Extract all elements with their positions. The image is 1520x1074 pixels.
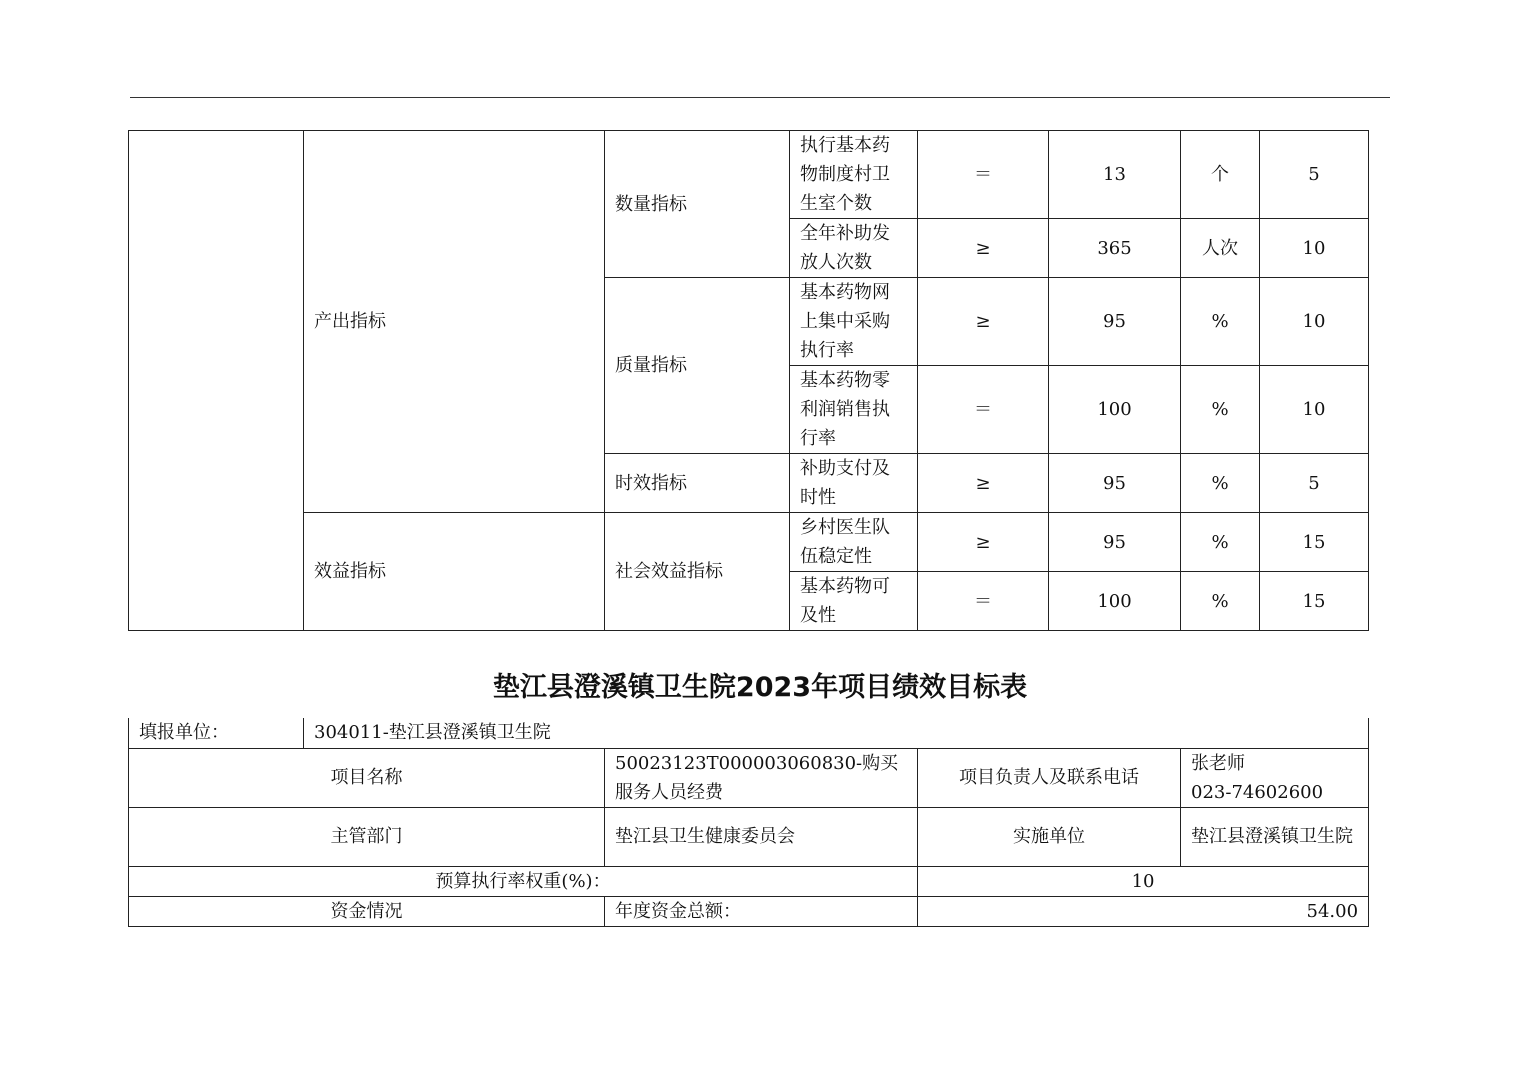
blank-cell — [129, 131, 304, 631]
unit-value: 304011-垫江县澄溪镇卫生院 — [304, 718, 1369, 748]
indicator-value: 95 — [1049, 454, 1181, 513]
indicator-op: ≥ — [918, 219, 1049, 278]
indicator-score: 15 — [1260, 513, 1369, 572]
indicator-op: ≥ — [918, 513, 1049, 572]
budget-weight-value: 10 — [918, 866, 1369, 896]
indicator-value: 100 — [1049, 366, 1181, 454]
indicator-score: 15 — [1260, 572, 1369, 631]
indicator-name: 全年补助发放人次数 — [790, 219, 918, 278]
leader-name: 张老师 — [1191, 752, 1245, 774]
table-row — [129, 748, 1369, 807]
indicator-name: 基本药物网上集中采购执行率 — [790, 278, 918, 366]
indicator-name: 乡村医生队伍稳定性 — [790, 513, 918, 572]
indicator-unit: % — [1181, 278, 1260, 366]
indicator-value: 100 — [1049, 572, 1181, 631]
table-row — [129, 866, 1369, 896]
table-row — [129, 896, 1369, 926]
indicator-unit: 人次 — [1181, 219, 1260, 278]
leader-phone: 023-74602600 — [1191, 781, 1324, 803]
dept-label: 主管部门 — [129, 807, 605, 866]
header-rule — [130, 97, 1390, 98]
table-row — [129, 513, 1369, 572]
level1-output: 产出指标 — [304, 131, 605, 513]
level2-quantity: 数量指标 — [605, 131, 790, 278]
indicator-unit: % — [1181, 366, 1260, 454]
indicator-value: 95 — [1049, 278, 1181, 366]
level1-benefit: 效益指标 — [304, 513, 605, 631]
indicator-op: ＝ — [918, 366, 1049, 454]
table-row — [129, 131, 1369, 219]
level2-social: 社会效益指标 — [605, 513, 790, 631]
project-name-value: 50023123T000003060830-购买服务人员经费 — [605, 748, 918, 807]
project-name-label: 项目名称 — [129, 748, 605, 807]
funds-label: 资金情况 — [129, 896, 605, 926]
level2-timeliness: 时效指标 — [605, 454, 790, 513]
indicator-name: 执行基本药物制度村卫生室个数 — [790, 131, 918, 219]
impl-label: 实施单位 — [918, 807, 1181, 866]
impl-value: 垫江县澄溪镇卫生院 — [1181, 807, 1369, 866]
indicator-unit: 个 — [1181, 131, 1260, 219]
annual-total-label: 年度资金总额： — [605, 896, 918, 926]
indicator-op: ≥ — [918, 454, 1049, 513]
indicator-unit: % — [1181, 572, 1260, 631]
indicator-unit: % — [1181, 454, 1260, 513]
indicator-score: 10 — [1260, 219, 1369, 278]
budget-weight-label: 预算执行率权重(%)： — [129, 866, 918, 896]
table-row — [129, 807, 1369, 866]
table-row — [129, 718, 1369, 748]
dept-value: 垫江县卫生健康委员会 — [605, 807, 918, 866]
indicator-value: 13 — [1049, 131, 1181, 219]
indicator-unit: % — [1181, 513, 1260, 572]
unit-label: 填报单位： — [129, 718, 304, 748]
indicator-op: ＝ — [918, 131, 1049, 219]
indicator-name: 基本药物零利润销售执行率 — [790, 366, 918, 454]
indicator-score: 5 — [1260, 454, 1369, 513]
indicator-value: 365 — [1049, 219, 1181, 278]
annual-total-value: 54.00 — [918, 896, 1369, 926]
indicator-op: ＝ — [918, 572, 1049, 631]
level2-quality: 质量指标 — [605, 278, 790, 454]
leader-contact — [1181, 748, 1369, 807]
indicator-op: ≥ — [918, 278, 1049, 366]
leader-label: 项目负责人及联系电话 — [918, 748, 1181, 807]
indicator-table — [128, 130, 1369, 631]
indicator-score: 10 — [1260, 366, 1369, 454]
indicator-value: 95 — [1049, 513, 1181, 572]
indicator-score: 10 — [1260, 278, 1369, 366]
indicator-score: 5 — [1260, 131, 1369, 219]
indicator-name: 补助支付及时性 — [790, 454, 918, 513]
project-info-table — [128, 718, 1369, 927]
page-title: 垫江县澄溪镇卫生院2023年项目绩效目标表 — [492, 672, 1028, 703]
indicator-name: 基本药物可及性 — [790, 572, 918, 631]
